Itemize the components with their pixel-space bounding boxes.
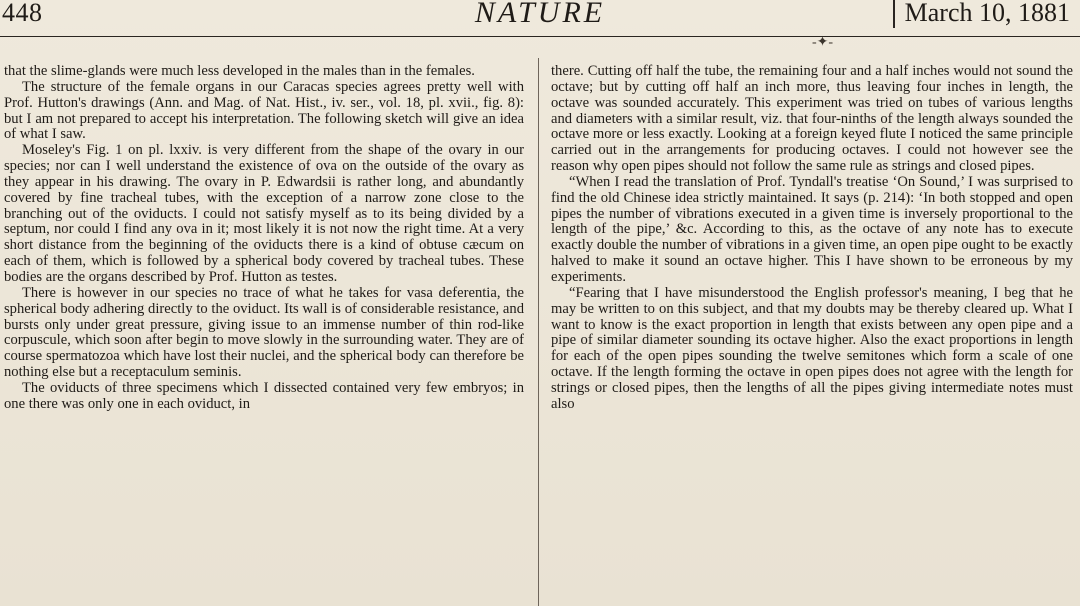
- left-paragraph-4: There is however in our species no trace of what he takes for vasa deferentia, the spherical body adhering directly to the oviduct. Its wall is of considerable resistance, and bursts only under great pressure, giving issue to an immense number of thin rod-like corpuscule, which soon after begin to move slowly in the surrounding water. They are of course spermatozoa which have lost their nuclei, and the spherical body can therefore be nothing else but a receptaculum seminis.: [4, 284, 524, 381]
- left-paragraph-3: Moseley's Fig. 1 on pl. lxxiv. is very different from the shape of the ovary in our species; nor can I well understand the existence of ova on the outside of the ovary as they appear in his drawing. The ovary in P. Edwardsii is rather long, and abundantly covered by fine tracheal tubes, with the exception of a narrow zone close to the branching out of the oviducts. I could not satisfy myself as to its being divided by a septum, nor could I find any ova in it; most likely it is not now the right time. At a very short distance from the beginning of the oviducts there is a kind of obtuse cæcum on each of them, which is followed by a spherical body covered by tracheal tubes. These bodies are the organs described by Prof. Hutton as testes.: [4, 142, 524, 285]
- ornament-mark: -✦-: [812, 35, 834, 50]
- header-rule: [0, 36, 1080, 37]
- journal-title: NATURE: [474, 0, 606, 29]
- issue-date: March 10, 1881: [893, 0, 1070, 28]
- page-number: 448: [2, 0, 43, 27]
- right-paragraph-3: “Fearing that I have misunderstood the English professor's meaning, I beg that he may be written to on this subject, and that my doubts may be thereby cleared up. What I want to know is the exact proportion in length that exists between any open pipe and a pipe of similar diameter sounding its octave higher. Also the exact proportions in length for each of the open pipes sounding the twelve semitones which form a scale of one octave. If the length forming the octave in open pipes does not agree with the length for strings or closed pipes, then the lengths of all the pipes giving intermediate notes must also: [551, 284, 1073, 412]
- right-column: [551, 64, 1073, 606]
- column-divider: [538, 58, 539, 606]
- right-paragraph-1: there. Cutting off half the tube, the remaining four and a half inches would not sound the octave; but by cutting off half an inch more, thus leaving four inches in length, the octave was sounded accurately. This experiment was tried on tubes of various lengths and diameters with a similar result, viz. that four-ninths of the length always sounded the octave more or less exactly. Looking at a foreign keyed flute I noticed the same principle carried out in the arrangements for producing octaves. I could not however see the reason why open pipes should not follow the same rule as strings and closed pipes.: [551, 64, 1073, 175]
- left-paragraph-1: that the slime-glands were much less developed in the males than in the females.: [4, 64, 475, 79]
- left-paragraph-2: The structure of the female organs in our Caracas species agrees pretty well with Prof. Hutton's drawings (Ann. and Mag. of Nat. Hist., iv. ser., vol. 18, pl. xvii., fig. 8): but I am not prepared to accept his interpretation. The following sketch will give an idea of what I saw.: [4, 78, 524, 143]
- right-paragraph-2: “When I read the translation of Prof. Tyndall's treatise ‘On Sound,’ I was surprised to find the old Chinese idea strictly maintained. It says (p. 214): ‘In both stopped and open pipes the number of vibrations executed in a given time is inversely proportional to the length of the pipe,’ &c. According to this, as the octave of any note has to execute exactly double the number of vibrations in a given time, an open pipe ought to be exactly halved to make it sound an octave higher. This I have shown to be erroneous by my experiments.: [551, 173, 1073, 285]
- left-paragraph-5: The oviducts of three specimens which I dissected contained very few embryos; in one there was only one in each oviduct, in: [4, 379, 524, 412]
- page-header: [0, 0, 1080, 48]
- left-column: [4, 64, 524, 606]
